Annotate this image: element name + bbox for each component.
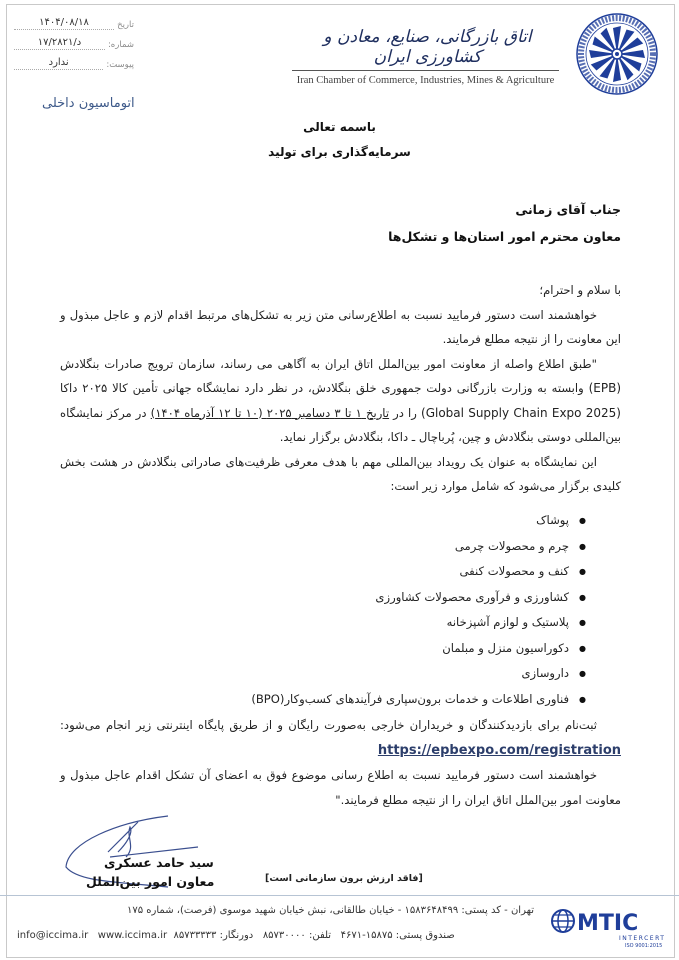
iso-text: ISO 9001:2015 xyxy=(625,943,663,949)
addressee-title: معاون محترم امور استان‌ها و تشکل‌ها xyxy=(388,229,621,244)
registration-link[interactable]: https://epbexpo.com/registration xyxy=(377,742,621,758)
letter-body-closing xyxy=(60,713,621,812)
org-name-fa: اتاق بازرگانی، صنایع، معادن و کشاورزی ایران xyxy=(323,27,532,67)
footer-po-box: صندوق پستی: ۱۵۸۷۵-۴۶۷۱ xyxy=(340,930,455,941)
footer-fax: دورنگار: ۸۵۷۳۳۳۳۳ xyxy=(173,930,254,941)
paragraph-registration xyxy=(60,713,621,763)
signatory-name: سید حامد عسکری xyxy=(104,855,214,870)
sector-item: ● پلاستیک و لوازم آشپزخانه xyxy=(251,610,586,636)
brand-divider xyxy=(292,70,559,71)
sector-item: ● کشاورزی و فرآوری محصولات کشاورزی xyxy=(251,585,586,611)
paragraph-announcement xyxy=(60,352,621,450)
registration-text: ثبت‌نام برای بازدیدکنندگان و خریداران خارجی به‌صورت رایگان و از طریق پایگاه اینترنتی زیر انجام می‌شود: xyxy=(60,718,597,732)
chamber-seal-logo-icon xyxy=(575,12,659,96)
date-value: ۱۴۰۴/۰۸/۱۸ xyxy=(14,17,114,30)
event-dates: تاریخ ۱ تا ۳ دسامبر ۲۰۲۵ (۱۰ تا ۱۲ آذرماه ۱۴۰۴) xyxy=(150,405,390,420)
greeting: با سلام و احترام؛ xyxy=(539,283,621,297)
signatory-title: معاون امور بین‌الملل xyxy=(86,874,215,889)
disclaimer: [فاقد ارزش برون سازمانی است] xyxy=(265,873,423,884)
invocation: باسمه تعالی xyxy=(303,120,376,134)
announcement-text-c: را در xyxy=(389,405,421,420)
mtic-certification-logo-icon xyxy=(549,903,667,953)
number-value: د/۱۷/۲۸۲۱ xyxy=(14,37,105,50)
system-note: اتوماسیون داخلی xyxy=(42,96,135,111)
footer-divider xyxy=(0,895,679,896)
expo-name: (Global Supply Chain Expo 2025) xyxy=(421,405,621,420)
attachment-label: پیوست: xyxy=(106,60,134,70)
sector-list xyxy=(251,508,586,712)
paragraph-final-request: خواهشمند است دستور فرمایید نسبت به اطلاع رسانی موضوع فوق به اعضای آن تشکل اقدام عاجل مبذول و معاونت امور بین‌الملل اتاق ایران را از نتیجه مطلع فرمایند." xyxy=(60,768,621,807)
org-name-en: Iran Chamber of Commerce, Industries, Mines & Agriculture xyxy=(296,75,555,86)
intercert-text: INTERCERT xyxy=(619,935,666,942)
sector-item: ● پوشاک xyxy=(251,508,586,534)
paragraph-request: خواهشمند است دستور فرمایید نسبت به اطلاع‌رسانی متن زیر به تشکل‌های مرتبط اقدام لازم و عاجل مبذول و این معاونت را از نتیجه مطلع فرمایند. xyxy=(60,307,621,346)
date-row xyxy=(14,10,134,30)
sector-item: ● فناوری اطلاعات و خدمات برون‌سپاری فرآیندهای کسب‌وکار(BPO) xyxy=(251,687,586,713)
slogan: سرمایه‌گذاری برای تولید xyxy=(268,145,411,159)
attachment-row xyxy=(14,50,134,70)
footer-phone: تلفن: ۸۵۷۳۰۰۰۰ xyxy=(262,930,332,941)
letter-meta xyxy=(14,10,134,70)
date-label: تاریخ xyxy=(117,20,134,30)
footer-website[interactable]: www.iccima.ir xyxy=(97,930,168,941)
attachment-value: ندارد xyxy=(14,57,103,70)
footer-address: تهران - کد پستی: ۱۵۸۳۶۴۸۴۹۹ - خیابان طالقانی، نبش خیابان شهید موسوی (فرصت)، شماره ۱۷۵ xyxy=(127,905,534,916)
addressee-name: جناب آقای زمانی xyxy=(515,202,621,217)
number-row xyxy=(14,30,134,50)
epb-acronym: (EPB) xyxy=(588,381,621,395)
footer-email[interactable]: info@iccima.ir xyxy=(17,930,89,941)
footer-contacts xyxy=(17,930,455,941)
sector-item: ● کنف و محصولات کنفی xyxy=(251,559,586,585)
sector-item: ● چرم و محصولات چرمی xyxy=(251,534,586,560)
paragraph-sectors-intro: این نمایشگاه به عنوان یک رویداد بین‌المللی مهم با هدف معرفی ظرفیت‌های صادراتی بنگلادش در هشت بخش کلیدی برگزار می‌شود که شامل موارد زیر است: xyxy=(60,454,621,493)
number-label: شماره: xyxy=(107,40,134,50)
announcement-text-d: در مرکز نمایشگاه بین‌المللی دوستی بنگلادش و چین، پُرباچال ـ داکا، بنگلادش برگزار نماید. xyxy=(60,405,621,444)
announcement-text-b: وابسته به وزارت بازرگانی دولت جمهوری خلق بنگلادش، در نظر دارد نمایشگاه جهانی تأمین کالا ۲۰۲۵ داکا xyxy=(60,381,589,395)
mtic-text: MTIC xyxy=(577,911,639,936)
sector-item: ● داروسازی xyxy=(251,661,586,687)
announcement-text-a: "طبق اطلاع واصله از معاونت امور بین‌الملل اتاق ایران به آگاهی می رساند، سازمان ترویج صادرات بنگلادش xyxy=(60,356,597,371)
letter-body xyxy=(60,278,621,499)
sector-item: ● دکوراسیون منزل و مبلمان xyxy=(251,636,586,662)
